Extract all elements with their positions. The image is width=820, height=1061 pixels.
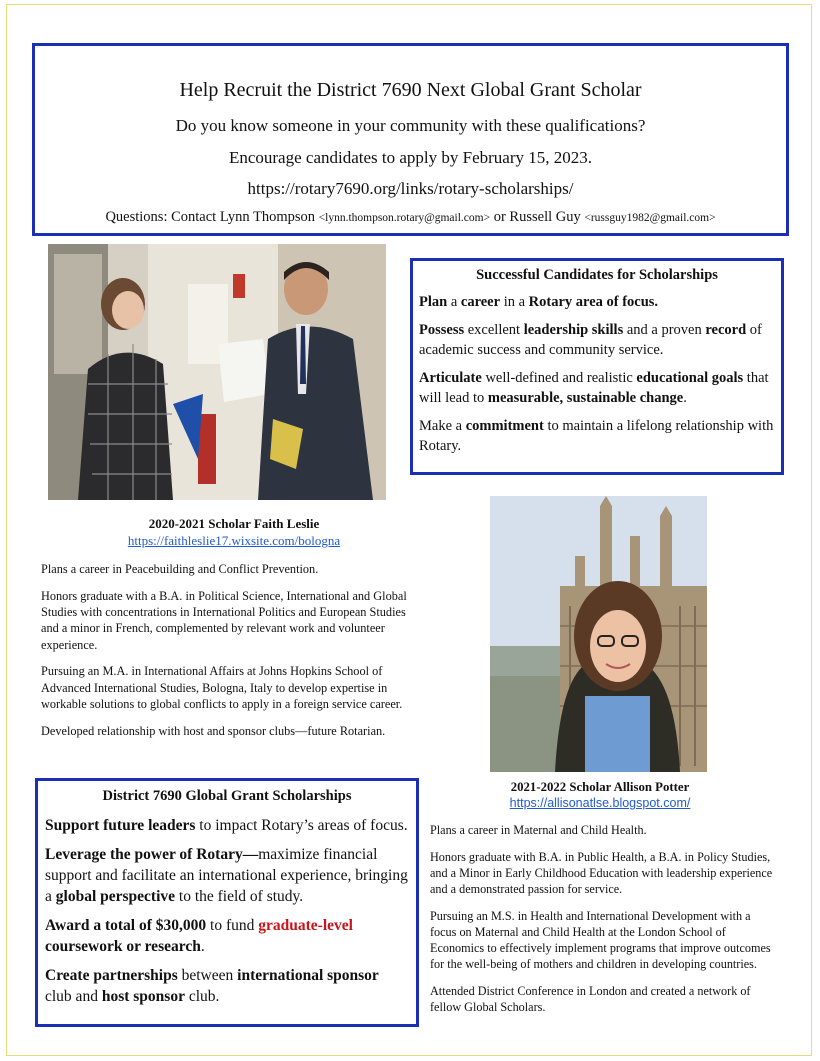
- scholar1-paragraph: Honors graduate with a B.A. in Political Science, International and Global Studies with concentrations in International Politics and European Studies and a minor in French, complemented by relevant work and volunteer experience.: [41, 588, 407, 652]
- scholar2-paragraph: Plans a career in Maternal and Child Health.: [430, 823, 647, 837]
- candidate-item-commitment: Make a commitment to maintain a lifelong relationship with Rotary.: [419, 418, 774, 454]
- scholar1-paragraph: Plans a career in Peacebuilding and Conflict Prevention.: [41, 562, 319, 576]
- contact1-email[interactable]: <lynn.thompson.rotary@gmail.com>: [318, 212, 491, 224]
- scholar1-paragraph: Developed relationship with host and sponsor clubs—future Rotarian.: [41, 723, 386, 738]
- candidates-title: Successful Candidates for Scholarships: [476, 267, 718, 283]
- scholar2-body: [430, 822, 775, 1026]
- scholar2-link[interactable]: https://allisonatlse.blogspot.com/: [509, 796, 691, 810]
- scholar2-paragraph: Pursuing an M.S. in Health and International Development with a focus on Maternal and Child Health at the London School of Economics to effectively implement programs that improve outcomes for the well-being of mothers and children in developing countries.: [430, 908, 771, 972]
- candidates-box: [410, 258, 784, 475]
- scholar2-paragraph: Attended District Conference in London and created a network of fellow Global Scholars.: [430, 984, 751, 1015]
- scholar1-link[interactable]: https://faithleslie17.wixsite.com/bologna: [127, 533, 341, 548]
- grant-box: [35, 778, 419, 1027]
- photo-allison-potter: [490, 496, 707, 772]
- grant-item-award: Award a total of $30,000 to fund graduate-level coursework or research.: [45, 917, 353, 955]
- photo-faith-leslie: [48, 244, 386, 500]
- grant-item-partnerships: Create partnerships between international sponsor club and host sponsor club.: [45, 967, 379, 1005]
- header-url[interactable]: https://rotary7690.org/links/rotary-scholarships/: [247, 179, 574, 198]
- header-deadline: Encourage candidates to apply by February 15, 2023.: [228, 148, 593, 167]
- photo-faith-leslie-illustration: [48, 244, 386, 500]
- header-box: [32, 43, 789, 236]
- page-title: Help Recruit the District 7690 Next Global Grant Scholar: [179, 79, 642, 101]
- scholar2-header: [430, 779, 770, 811]
- candidate-item-plan: Plan a career in a Rotary area of focus.: [419, 294, 659, 310]
- candidate-item-possess: Possess excellent leadership skills and a proven record of academic success and community service.: [419, 322, 762, 358]
- contact-or: or Russell Guy: [493, 209, 581, 225]
- scholar1-paragraph: Pursuing an M.A. in International Affairs at Johns Hopkins School of Advanced International Studies, Bologna, Italy to develop expertise in workable solutions to global conflicts to apply in a foreign service career.: [41, 664, 403, 712]
- header-question: Do you know someone in your community with these qualifications?: [175, 116, 646, 135]
- scholar1-body: [41, 561, 413, 750]
- scholar2-name: 2021-2022 Scholar Allison Potter: [510, 780, 690, 794]
- header-contact: [35, 209, 786, 226]
- contact2-email[interactable]: <russguy1982@gmail.com>: [584, 212, 716, 224]
- grant-item-leaders: Support future leaders to impact Rotary’s areas of focus.: [45, 817, 408, 834]
- candidate-item-articulate: Articulate well-defined and realistic educational goals that will lead to measurable, sustainable change.: [419, 370, 769, 406]
- scholar2-paragraph: Honors graduate with B.A. in Public Health, a B.A. in Policy Studies, and a Minor in Early Childhood Education with leadership experience and a demonstrated passion for service.: [430, 849, 773, 897]
- grant-item-leverage: Leverage the power of Rotary—maximize financial support and facilitate an international experience, bringing a global perspective to the field of study.: [45, 846, 408, 905]
- photo-allison-potter-illustration: [490, 496, 707, 772]
- contact-prefix: Questions: Contact Lynn Thompson: [105, 209, 316, 225]
- scholar1-name: 2020-2021 Scholar Faith Leslie: [148, 516, 320, 531]
- scholar1-header: [48, 515, 420, 549]
- grant-title: District 7690 Global Grant Scholarships: [102, 788, 352, 804]
